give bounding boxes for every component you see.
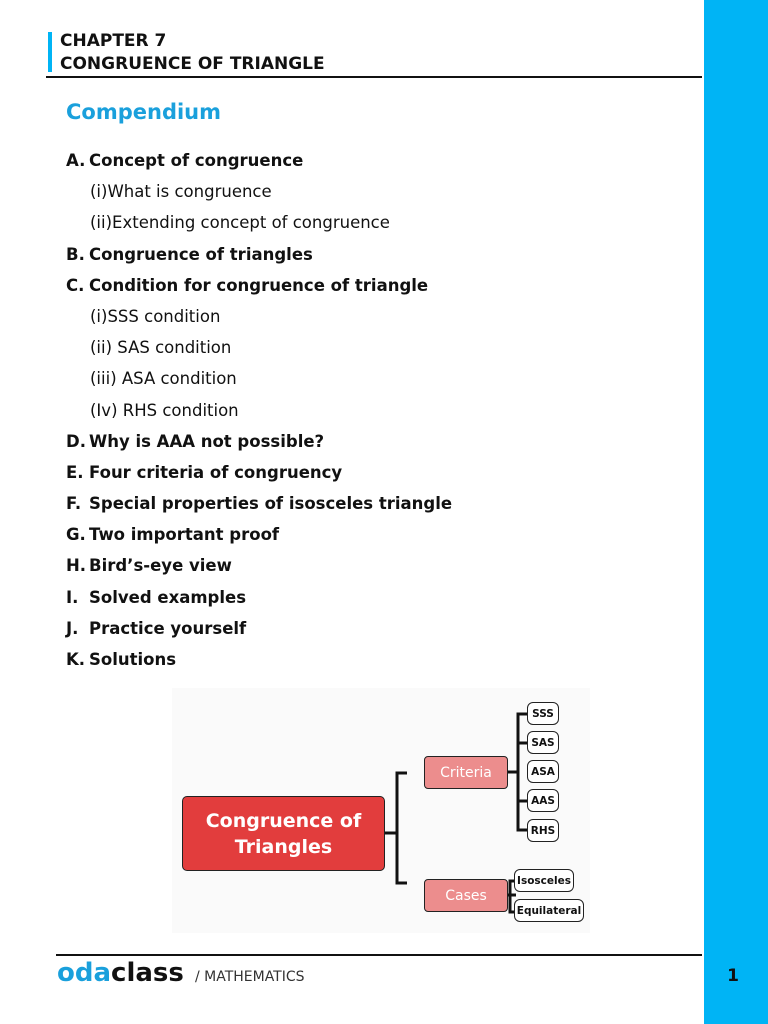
toc-item-text: (ii) SAS condition <box>90 338 232 358</box>
leaf-sas: SAS <box>527 731 559 754</box>
toc-item-text: Four criteria of congruency <box>89 462 343 482</box>
toc-item-text: Two important proof <box>89 525 280 545</box>
connector-root-criteria <box>397 773 407 883</box>
toc-subsection-item <box>66 333 452 364</box>
toc-item-letter: F. <box>66 494 82 514</box>
toc-section-item <box>66 146 452 177</box>
toc-item-text: (i)SSS condition <box>90 306 221 326</box>
footer-divider <box>56 954 702 956</box>
toc-item-text: (ii)Extending concept of congruence <box>90 213 390 233</box>
toc-item-text: (Iv) RHS condition <box>90 400 239 420</box>
toc-item-letter: B. <box>66 244 85 264</box>
toc-item-letter: I. <box>66 587 79 607</box>
header-divider <box>46 76 702 78</box>
toc-item-letter: A. <box>66 151 86 170</box>
leaf-rhs: RHS <box>527 819 559 842</box>
toc-section-item <box>66 551 452 582</box>
toc-subsection-item <box>66 208 452 239</box>
toc-subsection-item <box>66 302 452 333</box>
toc-item-text: (i)What is congruence <box>90 182 272 202</box>
toc-item-text: Concept of congruence <box>89 151 304 170</box>
toc-item-letter: G. <box>66 525 86 545</box>
toc-item-letter: J. <box>66 618 79 638</box>
mind-map-root: Congruence of Triangles <box>182 796 385 871</box>
footer-brand <box>57 958 305 988</box>
side-color-band <box>704 0 768 1024</box>
toc-subsection-item <box>66 396 452 427</box>
brand-logo-oda: oda <box>57 958 112 988</box>
toc-item-text: Why is AAA not possible? <box>89 431 325 451</box>
toc-section-item <box>66 520 452 551</box>
toc-item-text: Special properties of isosceles triangle <box>89 494 453 514</box>
toc-item-text: Congruence of triangles <box>89 244 313 264</box>
toc-section-item <box>66 271 452 302</box>
toc-item-text: Solved examples <box>89 587 247 607</box>
header-accent-bar <box>48 32 52 72</box>
table-of-contents <box>66 146 452 676</box>
cases-node: Cases <box>424 879 508 912</box>
toc-item-letter: D. <box>66 431 86 451</box>
leaf-sss: SSS <box>527 702 559 725</box>
toc-item-text: Practice yourself <box>89 618 247 638</box>
toc-item-text: (iii) ASA condition <box>90 369 237 389</box>
subject-label: / MATHEMATICS <box>194 969 305 985</box>
toc-section-item <box>66 583 452 614</box>
page-number: 1 <box>727 966 739 986</box>
toc-item-text: Bird’s-eye view <box>89 556 232 576</box>
toc-item-text: Solutions <box>89 650 177 669</box>
toc-section-item <box>66 489 452 520</box>
brand-logo-class: class <box>111 958 184 988</box>
toc-section-item <box>66 614 452 645</box>
toc-subsection-item <box>66 177 452 208</box>
toc-section-item <box>66 427 452 458</box>
toc-item-text: Condition for congruence of triangle <box>89 275 429 295</box>
chapter-number: CHAPTER 7 <box>60 31 167 51</box>
section-title: Compendium <box>66 100 222 124</box>
toc-subsection-item <box>66 364 452 395</box>
leaf-aas: AAS <box>527 789 559 812</box>
leaf-isosceles: Isosceles <box>514 869 574 892</box>
toc-section-item <box>66 240 452 271</box>
toc-item-letter: E. <box>66 462 84 482</box>
leaf-equilateral: Equilateral <box>514 899 584 922</box>
mind-map <box>172 688 590 933</box>
toc-section-item <box>66 458 452 489</box>
toc-section-item <box>66 645 452 676</box>
toc-item-letter: C. <box>66 275 85 295</box>
toc-item-letter: H. <box>66 556 87 576</box>
toc-item-letter: K. <box>66 650 86 669</box>
chapter-title: CONGRUENCE OF TRIANGLE <box>60 54 325 74</box>
criteria-node: Criteria <box>424 756 508 789</box>
leaf-asa: ASA <box>527 760 559 783</box>
